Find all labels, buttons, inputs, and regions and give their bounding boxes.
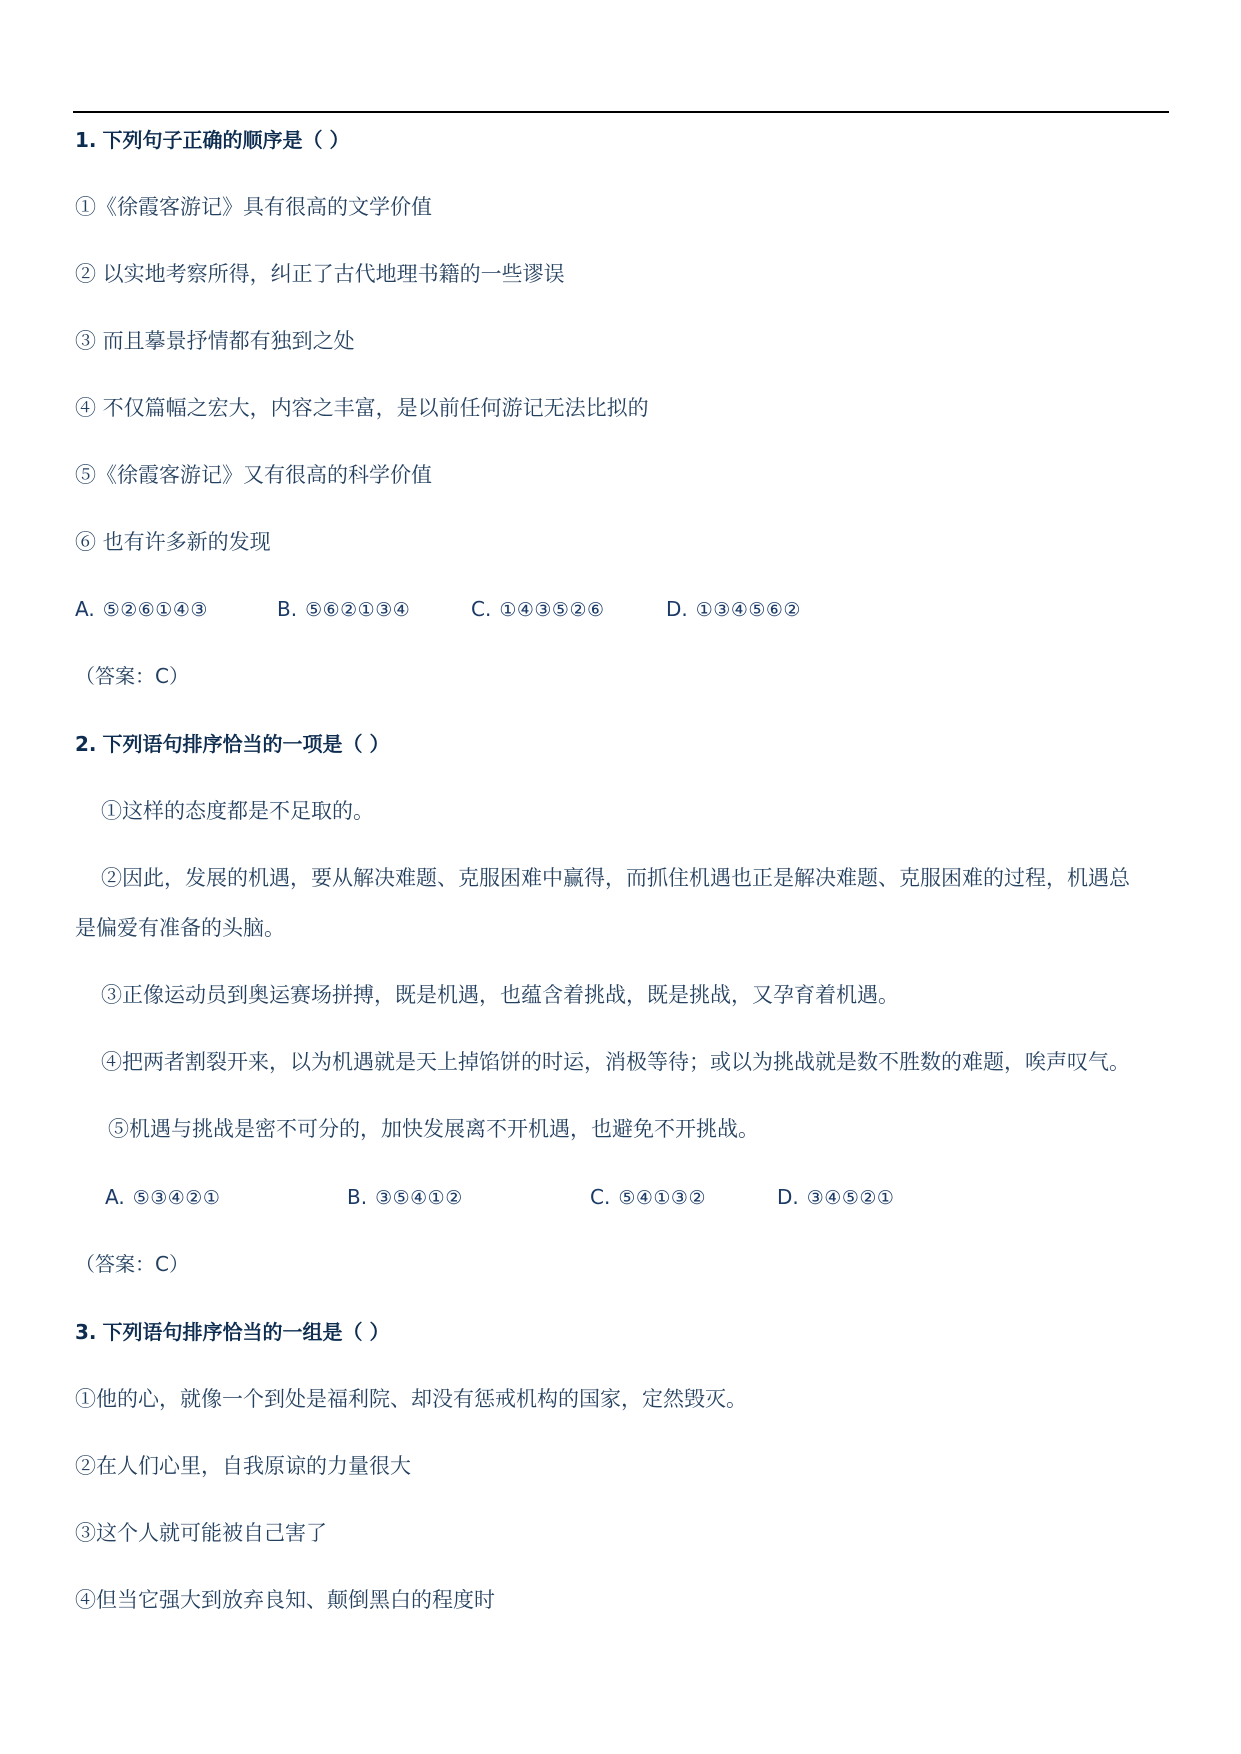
q3-item-3: ③这个人就可能被自己害了 xyxy=(75,1521,327,1545)
q2-option-d: D. ③④⑤②① xyxy=(777,1185,895,1209)
q2-option-c: C. ⑤④①③② xyxy=(590,1185,706,1209)
q2-item-2-cont: 是偏爱有准备的头脑。 xyxy=(75,916,285,940)
question-3-title xyxy=(75,1318,389,1346)
header-rule xyxy=(73,111,1169,113)
q1-item-6: ⑥ 也有许多新的发现 xyxy=(75,530,271,554)
q1-option-b: B. ⑤⑥②①③④ xyxy=(277,597,411,621)
q2-item-4: ④把两者割裂开来，以为机遇就是天上掉馅饼的时运，消极等待；或以为挑战就是数不胜数的难题，唉声叹气。 xyxy=(101,1050,1130,1074)
q3-item-4: ④但当它强大到放弃良知、颠倒黑白的程度时 xyxy=(75,1588,495,1612)
question-1-number: 1. xyxy=(75,128,97,152)
q1-answer: （答案：C） xyxy=(75,664,189,688)
q3-item-2: ②在人们心里，自我原谅的力量很大 xyxy=(75,1454,411,1478)
q1-item-4: ④ 不仅篇幅之宏大，内容之丰富，是以前任何游记无法比拟的 xyxy=(75,396,649,420)
q2-answer: （答案：C） xyxy=(75,1252,189,1276)
q2-options xyxy=(105,1183,1165,1211)
question-2-stem: 下列语句排序恰当的一项是（ ） xyxy=(102,732,390,756)
question-1-title xyxy=(75,126,349,154)
q2-option-a: A. ⑤③④②① xyxy=(105,1185,221,1209)
q2-item-5: ⑤机遇与挑战是密不可分的，加快发展离不开机遇，也避免不开挑战。 xyxy=(108,1117,759,1141)
question-3-stem: 下列语句排序恰当的一组是（ ） xyxy=(102,1320,390,1344)
q1-item-5: ⑤《徐霞客游记》又有很高的科学价值 xyxy=(75,463,432,487)
q2-item-2: ②因此，发展的机遇，要从解决难题、克服困难中赢得，而抓住机遇也正是解决难题、克服困难的过程，机遇总 xyxy=(101,866,1130,890)
q1-item-1: ①《徐霞客游记》具有很高的文学价值 xyxy=(75,195,432,219)
q1-option-d: D. ①③④⑤⑥② xyxy=(666,597,801,621)
q1-options xyxy=(75,595,1175,623)
q2-item-1: ①这样的态度都是不足取的。 xyxy=(101,799,374,823)
question-3-number: 3. xyxy=(75,1320,97,1344)
q1-item-2: ② 以实地考察所得，纠正了古代地理书籍的一些谬误 xyxy=(75,262,565,286)
q2-item-3: ③正像运动员到奥运赛场拼搏，既是机遇，也蕴含着挑战，既是挑战，又孕育着机遇。 xyxy=(101,983,899,1007)
q1-option-a: A. ⑤②⑥①④③ xyxy=(75,597,208,621)
q2-option-b: B. ③⑤④①② xyxy=(347,1185,463,1209)
question-2-title xyxy=(75,730,389,758)
question-2-number: 2. xyxy=(75,732,97,756)
question-1-stem: 下列句子正确的顺序是（ ） xyxy=(102,128,350,152)
q1-option-c: C. ①④③⑤②⑥ xyxy=(471,597,605,621)
q1-item-3: ③ 而且摹景抒情都有独到之处 xyxy=(75,329,355,353)
q3-item-1: ①他的心，就像一个到处是福利院、却没有惩戒机构的国家，定然毁灭。 xyxy=(75,1387,747,1411)
